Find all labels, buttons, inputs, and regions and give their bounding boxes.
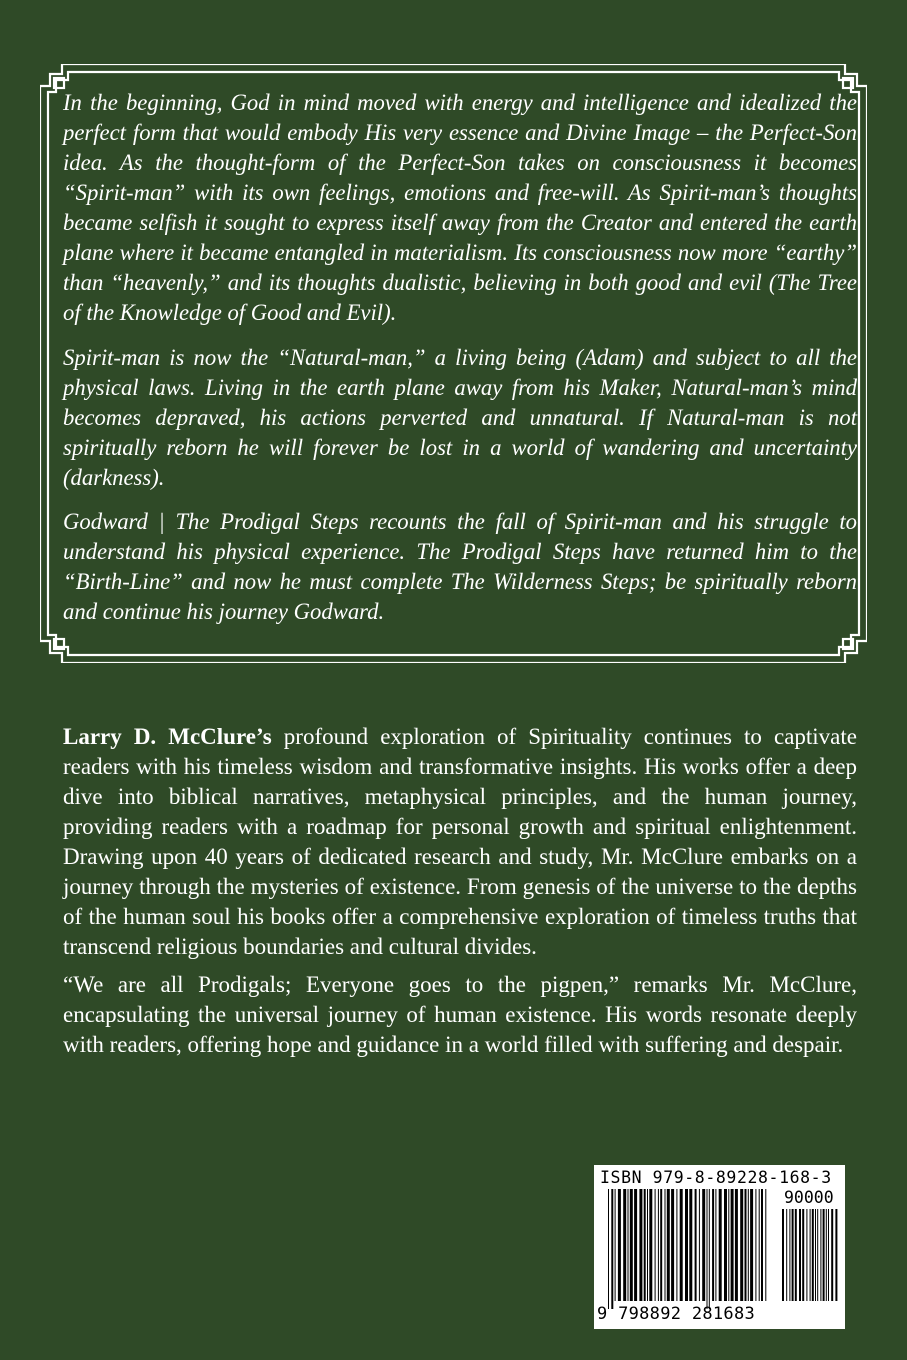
barcode-bar <box>750 1189 753 1301</box>
isbn-label: ISBN 979-8-89228-168-3 <box>600 1168 832 1187</box>
barcode-bar <box>815 1209 816 1301</box>
barcode-bar <box>715 1189 716 1301</box>
barcode-bar <box>731 1189 734 1301</box>
barcode-bar <box>799 1209 801 1301</box>
barcode-bar <box>759 1189 760 1301</box>
barcode-bar <box>712 1189 714 1301</box>
barcode-bar <box>671 1189 674 1301</box>
barcode-bar <box>639 1189 642 1301</box>
author-name: Larry D. McClure’s <box>63 724 272 749</box>
barcode-bar <box>699 1189 700 1301</box>
barcode-bar <box>615 1189 616 1301</box>
barcode-bar <box>680 1189 683 1301</box>
barcode-bar <box>812 1209 814 1301</box>
barcode-bar <box>611 1189 613 1309</box>
barcode-bar <box>835 1209 837 1301</box>
barcode-bar <box>658 1189 659 1301</box>
barcode-bar <box>689 1189 692 1301</box>
author-bio <box>63 722 857 1068</box>
isbn-barcode-block <box>594 1165 845 1329</box>
barcode-bar <box>655 1189 656 1301</box>
bio-quote-paragraph: “We are all Prodigals; Everyone goes to the pigpen,” remarks Mr. McClure, encapsulating the universal journey of human existence. His words resonate deeply with readers, offering hope and guidance in a world filled with suffering and despair. <box>63 972 857 1057</box>
barcode-bar <box>709 1189 710 1309</box>
barcode-bar <box>728 1189 729 1301</box>
barcode-bar <box>795 1209 797 1301</box>
barcode-bar <box>665 1189 666 1301</box>
barcode-bar <box>745 1189 747 1301</box>
barcode-bar <box>828 1209 829 1301</box>
barcode-bar <box>831 1209 833 1301</box>
barcode-bar <box>755 1189 756 1301</box>
barcode-bar <box>628 1189 629 1301</box>
barcode-bar <box>748 1189 749 1301</box>
price-code: 90000 <box>784 1188 834 1207</box>
barcode-bar <box>817 1209 818 1301</box>
blurb-paragraph: In the beginning, God in mind moved with energy and intelligence and idealized the perfect form that would embody His very essence and Divine Image – the Perfect-Son idea. As the thought-form of the Perfect-Son takes on consciousness it becomes “Spirit-man” with its own feelings, emotions and free-will. As Spirit-man’s thoughts became selfish it sought to express itself away from the Creator and entered the earth plane where it became entangled in materialism. Its consciousness now more “earthy” than “heavenly,” and its thoughts dualistic, believing in both good and evil (The Tree of the Knowledge of Good and Evil). <box>63 90 857 325</box>
blurb-paragraph: Spirit-man is now the “Natural-man,” a living being (Adam) and subject to all the physical laws. Living in the earth plane away from his Maker, Natural-man’s mind becomes depraved, his actions perverted and unnatural. If Natural-man is not spiritually reborn he will forever be lost in a world of wandering and uncertainty (darkness). <box>63 344 857 490</box>
barcode-bar <box>740 1189 743 1301</box>
barcode-bar <box>761 1189 763 1301</box>
barcode-bar <box>820 1209 821 1301</box>
barcode-bar <box>792 1209 794 1301</box>
barcode-bar <box>667 1189 670 1301</box>
barcode-bar <box>623 1189 626 1301</box>
barcode-bar <box>724 1189 727 1301</box>
barcode-bar <box>810 1209 811 1301</box>
barcode-bar <box>630 1189 633 1301</box>
barcode-bar <box>634 1189 637 1301</box>
barcode-bar <box>618 1189 621 1301</box>
barcode-bar <box>789 1209 790 1301</box>
barcode-bar <box>765 1189 766 1301</box>
bio-paragraph <box>63 722 857 962</box>
barcode-bar <box>685 1189 688 1301</box>
back-cover-blurb <box>63 88 857 642</box>
barcode-bar <box>702 1189 705 1301</box>
barcode-bar <box>676 1189 677 1301</box>
barcode-bar <box>644 1189 646 1301</box>
barcode-bar <box>649 1189 652 1301</box>
barcode-bar <box>707 1189 708 1309</box>
barcode-bar <box>826 1209 827 1301</box>
barcode-bar <box>782 1209 784 1301</box>
barcode-bar <box>806 1209 807 1301</box>
barcode-digits: 9 798892 281683 <box>597 1304 756 1324</box>
barcode-bar <box>647 1189 648 1301</box>
blurb-paragraph: Godward | The Prodigal Steps recounts the fall of Spirit-man and his struggle to understand his physical experience. The Prodigal Steps have returned him to the “Birth-Line” and now he must complete The Wilderness Steps; be spiritually reborn and continue his journey Godward. <box>63 509 857 624</box>
barcode-bar <box>660 1189 662 1301</box>
barcode-bar <box>719 1189 722 1301</box>
barcode-bar <box>802 1209 804 1301</box>
barcode-bar <box>608 1189 609 1309</box>
barcode-bar <box>823 1209 825 1301</box>
bio-paragraph-text: profound exploration of Spirituality continues to captivate readers with his timeless wisdom and transformative insights. His works offer a deep dive into biblical narratives, metaphysical principles, and the human journey, providing readers with a roadmap for personal growth and spiritual enlightenment. Drawing upon 40 years of dedicated research and study, Mr. McClure embarks on a journey through the mysteries of existence. From genesis of the universe to the depths of the human soul his books offer a comprehensive exploration of timeless truths that transcend religious boundaries and cultural divides. <box>63 724 857 959</box>
barcode-bar <box>786 1209 787 1301</box>
barcode-bar <box>695 1189 697 1301</box>
barcode-bar <box>735 1189 738 1301</box>
